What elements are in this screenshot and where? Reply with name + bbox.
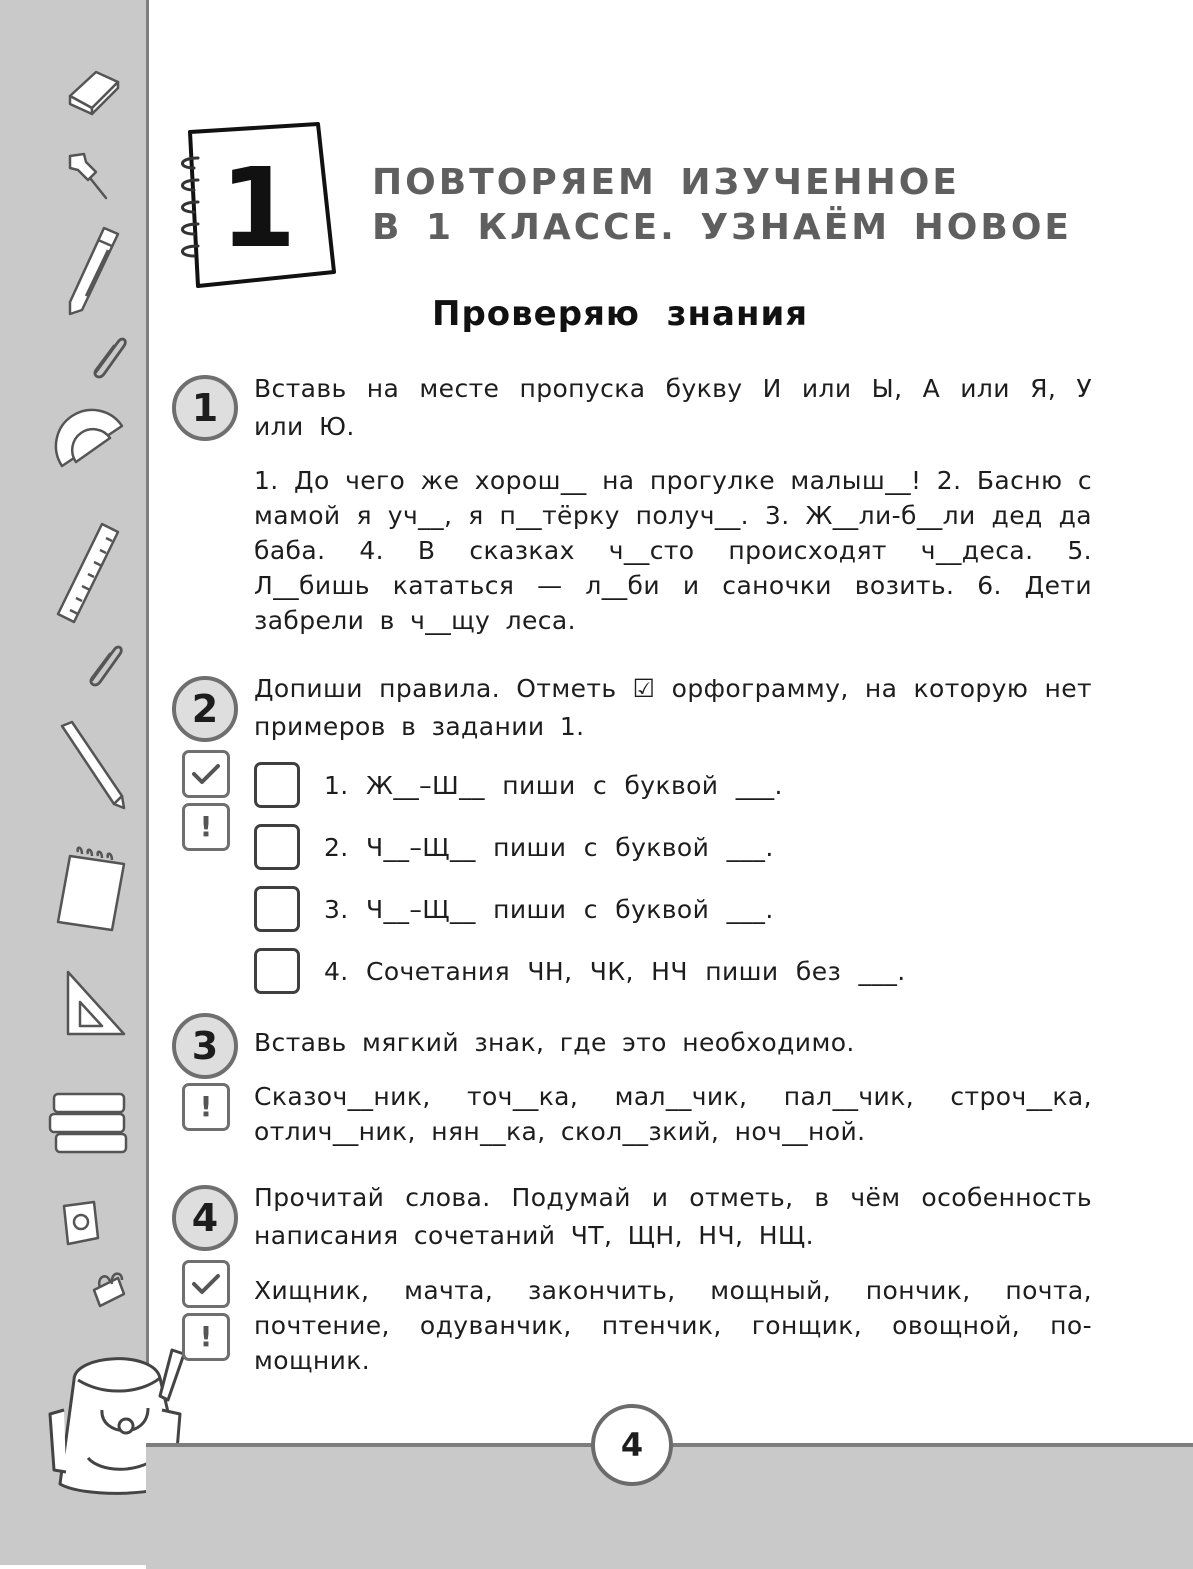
rule-2-text: 2. Ч__–Щ__ пиши с буквой ___. — [324, 832, 774, 862]
exclamation-icon: ! — [199, 810, 213, 843]
eraser-icon — [62, 66, 124, 116]
notepad-icon — [52, 842, 130, 934]
exclamation-marker-3 — [182, 1083, 230, 1131]
task-3-number: 3 — [172, 1013, 238, 1079]
chapter-title-line1: ПОВТОРЯЕМ ИЗУЧЕННОЕ — [372, 162, 960, 203]
chapter-number: 1 — [219, 144, 297, 272]
rule-3-text: 3. Ч__–Щ__ пиши с буквой ___. — [324, 894, 774, 924]
protractor-icon — [52, 406, 132, 492]
sharpener-icon — [54, 1196, 104, 1252]
pencil-icon — [56, 720, 128, 810]
task-3-exercise: Сказоч__ник, точ__ка, мал__чик, пал__чик, строч__ка, отлич__ник, нян__ка, скол__зкий, ноч__ной. — [254, 1082, 1092, 1146]
task-3-instruction: Вставь мягкий знак, где это необходимо. — [254, 1028, 855, 1057]
chapter-notebook-badge — [168, 118, 348, 298]
exclamation-icon: ! — [199, 1090, 213, 1123]
task-2-number: 2 — [172, 676, 238, 742]
task-2-instruction: Допиши правила. Отметь ☑ орфограмму, на которую нет примеров в задании 1. — [254, 674, 1092, 741]
set-square-icon — [60, 968, 128, 1042]
task-4-instruction: Прочитай слова. Подумай и отметь, в чём особенность написания сочетаний ЧТ, ЩН, НЧ, НЩ. — [254, 1183, 1092, 1250]
task-1-number: 1 — [172, 375, 238, 441]
rule-4-text: 4. Сочетания ЧН, ЧК, НЧ пиши без ___. — [324, 956, 906, 986]
task-4-exercise: Хищник, мачта, закончить, мощный, пончик, почта, почтение, одуванчик, птенчик, гонщик, овощной, по-мощник. — [254, 1276, 1092, 1375]
exclamation-marker — [182, 803, 230, 851]
binder-clip-icon — [88, 1268, 128, 1316]
pen-icon — [60, 222, 126, 318]
ruler-icon — [52, 518, 124, 628]
rule-3-checkbox[interactable] — [254, 886, 300, 932]
checkmark-icon — [191, 1272, 221, 1296]
rule-row-1 — [254, 762, 783, 808]
page-number: 4 — [591, 1404, 673, 1486]
books-stack-icon — [46, 1086, 132, 1162]
rule-2-checkbox[interactable] — [254, 824, 300, 870]
rule-row-3 — [254, 886, 774, 932]
chapter-title — [372, 160, 1072, 250]
paperclip-icon-2 — [80, 640, 126, 688]
rule-4-checkbox[interactable] — [254, 948, 300, 994]
rule-1-checkbox[interactable] — [254, 762, 300, 808]
task-1-exercise: 1. До чего же хорош__ на прогулке малыш__! 2. Басню с мамой я уч__, я п__тёрку получ__. 3. Ж__ли-б__ли дед да баба. 4. В сказках ч__сто происходят ч__деса. 5. Л__бишь кататься — л__би и саночки возить. 6. Дети забрели в ч__щу леса. — [254, 466, 1092, 635]
check-marker-4 — [182, 1260, 230, 1308]
section-title: Проверяю знания — [432, 294, 809, 334]
exclamation-marker-4 — [182, 1313, 230, 1361]
bottom-band — [146, 1443, 1193, 1569]
rule-row-4 — [254, 948, 906, 994]
paperclip-icon — [84, 332, 130, 380]
rule-row-2 — [254, 824, 774, 870]
task-1-instruction: Вставь на месте пропуска букву И или Ы, А или Я, У или Ю. — [254, 374, 1092, 441]
exclamation-icon: ! — [199, 1320, 213, 1353]
task-4-number: 4 — [172, 1185, 238, 1251]
pushpin-icon — [62, 150, 110, 204]
rule-1-text: 1. Ж__–Ш__ пиши с буквой ___. — [324, 770, 783, 800]
checkmark-icon — [191, 762, 221, 786]
check-marker — [182, 750, 230, 798]
chapter-title-line2: В 1 КЛАССЕ. УЗНАЁМ НОВОЕ — [372, 207, 1073, 248]
